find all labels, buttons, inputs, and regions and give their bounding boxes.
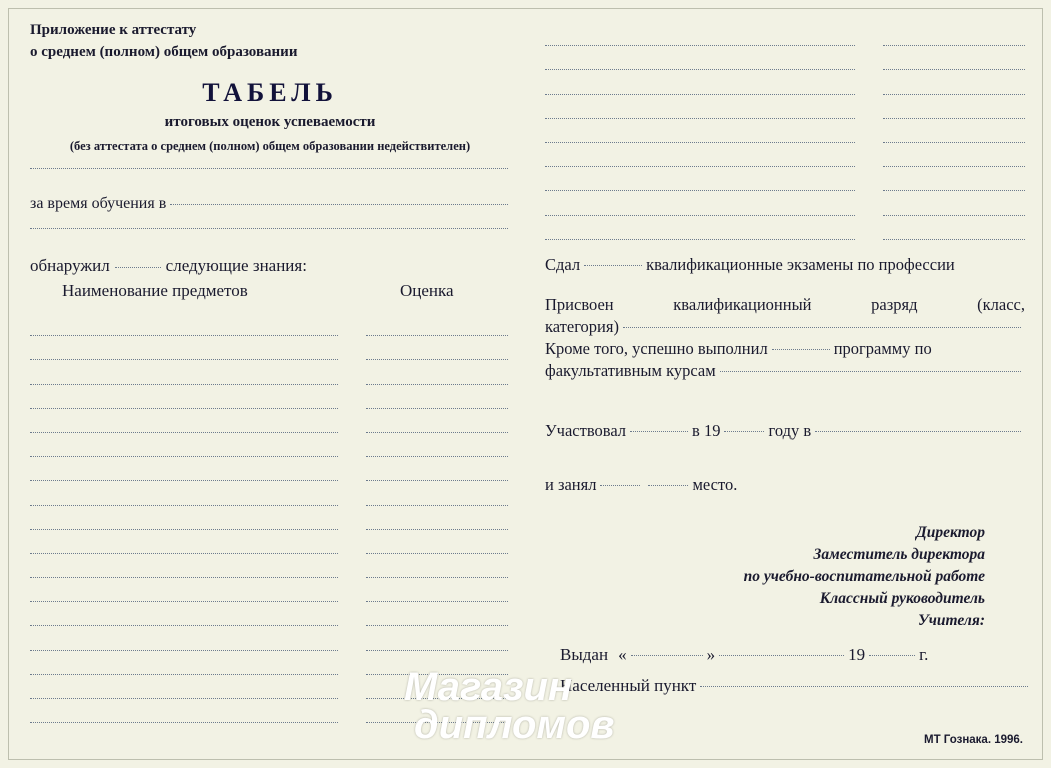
signature-teachers: Учителя: [918, 612, 985, 629]
issued-year-input[interactable] [869, 655, 915, 656]
found-label-tail: следующие знания: [165, 256, 307, 275]
table-row [30, 312, 508, 336]
grade-input[interactable] [366, 601, 508, 602]
passed-exams-line [545, 255, 1025, 275]
signature-deputy-director-role: по учебно-воспитательной работе [743, 568, 985, 585]
subject-input[interactable] [30, 359, 338, 360]
quote-close: » [706, 645, 716, 664]
grade-input[interactable] [883, 94, 1025, 95]
grade-input[interactable] [366, 650, 508, 651]
settlement-input[interactable] [700, 686, 1028, 687]
table-row [30, 336, 508, 360]
assigned-qualification-line-2 [545, 317, 1025, 337]
subject-input[interactable] [30, 722, 338, 723]
grade-input[interactable] [366, 698, 508, 699]
issue-date-line [560, 645, 1030, 665]
table-row [30, 602, 508, 626]
column-header-subjects: Наименование предметов [62, 281, 248, 300]
table-row [545, 119, 1025, 143]
assigned-category-label: категория) [545, 317, 619, 336]
subject-input[interactable] [545, 166, 855, 167]
issued-year-suffix: г. [919, 645, 929, 664]
subject-input[interactable] [30, 625, 338, 626]
grade-input[interactable] [366, 408, 508, 409]
table-row [30, 506, 508, 530]
blank-line[interactable] [30, 168, 508, 169]
participated-line [545, 421, 1025, 441]
subject-input[interactable] [30, 432, 338, 433]
grade-input[interactable] [366, 529, 508, 530]
header-line-2: о среднем (полном) общем образовании [30, 43, 298, 60]
grade-input[interactable] [366, 505, 508, 506]
grade-input[interactable] [883, 215, 1025, 216]
issued-label: Выдан [560, 645, 609, 664]
took-place-line [545, 475, 1025, 495]
table-row [30, 385, 508, 409]
right-page-statements [545, 255, 1025, 497]
during-study-input[interactable] [170, 204, 508, 205]
subject-input[interactable] [30, 698, 338, 699]
grade-input[interactable] [883, 239, 1025, 240]
grade-input[interactable] [366, 456, 508, 457]
grade-input[interactable] [366, 359, 508, 360]
signatures-block [545, 522, 1025, 632]
settlement-label: Населенный пункт [560, 676, 697, 695]
subject-input[interactable] [30, 529, 338, 530]
participated-ending-input[interactable] [630, 431, 688, 432]
table-row [30, 530, 508, 554]
subject-input[interactable] [30, 384, 338, 385]
header-line-1: Приложение к аттестату [30, 22, 197, 38]
subject-input[interactable] [30, 674, 338, 675]
issued-year-prefix: 19 [848, 645, 866, 664]
assigned-word-4: (класс, [977, 295, 1025, 314]
left-page-header [30, 20, 510, 154]
grade-input[interactable] [366, 625, 508, 626]
subject-input[interactable] [30, 553, 338, 554]
subject-input[interactable] [30, 480, 338, 481]
took-place-prefix: и занял [545, 475, 597, 494]
assigned-qualification-line-1 [545, 295, 1025, 315]
table-row [545, 191, 1025, 215]
signature-director: Директор [916, 524, 985, 541]
table-row [545, 216, 1025, 240]
participated-suffix: году в [768, 421, 812, 440]
grade-input[interactable] [883, 166, 1025, 167]
subject-input[interactable] [545, 118, 855, 119]
took-place-suffix: место. [692, 475, 738, 494]
subject-input[interactable] [545, 69, 855, 70]
table-row [30, 409, 508, 433]
table-row [545, 167, 1025, 191]
subject-input[interactable] [30, 601, 338, 602]
table-row [30, 433, 508, 457]
name-blank-lines [30, 168, 508, 187]
participated-mid: в 19 [692, 421, 721, 440]
assigned-word-1: Присвоен [545, 295, 614, 314]
assigned-word-3: разряд [871, 295, 918, 314]
subject-input[interactable] [545, 45, 855, 46]
subject-input[interactable] [30, 505, 338, 506]
issued-day-input[interactable] [631, 655, 703, 656]
besides-program-line [545, 339, 1025, 359]
table-row [30, 626, 508, 650]
grade-input[interactable] [366, 577, 508, 578]
blank-line[interactable] [30, 228, 508, 229]
table-row [30, 651, 508, 675]
assigned-category-input[interactable] [623, 327, 1021, 328]
table-row [30, 699, 508, 723]
passed-exams-input[interactable] [584, 265, 642, 266]
watermark-line-1: Магазин [404, 665, 573, 709]
table-row [545, 70, 1025, 94]
grade-input[interactable] [366, 480, 508, 481]
besides-suffix: программу по [833, 339, 932, 358]
subject-input[interactable] [545, 142, 855, 143]
subject-input[interactable] [30, 577, 338, 578]
grade-input[interactable] [883, 45, 1025, 46]
subject-input[interactable] [545, 215, 855, 216]
participated-event-input[interactable] [815, 431, 1021, 432]
grade-input[interactable] [366, 553, 508, 554]
grades-table-body [30, 312, 508, 723]
subject-input[interactable] [30, 408, 338, 409]
right-page-continuation-table [545, 22, 1025, 240]
subject-input[interactable] [545, 94, 855, 95]
assigned-word-2: квалификационный [673, 295, 812, 314]
watermark-line-2: дипломов [414, 703, 615, 747]
school-blank-lines [30, 228, 508, 229]
table-row [30, 554, 508, 578]
grade-input[interactable] [366, 674, 508, 675]
grade-input[interactable] [883, 190, 1025, 191]
table-row [30, 457, 508, 481]
passed-exams-suffix: квалификационные экзамены по профессии [646, 255, 955, 274]
table-row [30, 360, 508, 384]
table-row [30, 481, 508, 505]
elective-courses-line [545, 361, 1025, 381]
issued-month-input[interactable] [719, 655, 844, 656]
table-row [545, 95, 1025, 119]
table-row [545, 46, 1025, 70]
found-ending-input[interactable] [115, 267, 161, 268]
participated-prefix: Участвовал [545, 421, 627, 440]
signature-deputy-director: Заместитель директора [813, 546, 985, 563]
found-knowledge-line [30, 256, 508, 276]
during-study-label: за время обучения в [30, 195, 167, 212]
document-title: ТАБЕЛЬ [202, 77, 338, 107]
took-place-ending-input[interactable] [600, 485, 640, 486]
column-header-grade: Оценка [400, 281, 454, 300]
during-study-field [30, 195, 508, 213]
grade-input[interactable] [366, 432, 508, 433]
elective-input[interactable] [720, 371, 1021, 372]
table-row [545, 22, 1025, 46]
besides-input[interactable] [772, 349, 830, 350]
subject-input[interactable] [30, 456, 338, 457]
grade-input[interactable] [366, 335, 508, 336]
table-row [30, 675, 508, 699]
grade-input[interactable] [883, 69, 1025, 70]
besides-prefix: Кроме того, успешно выполнил [545, 339, 768, 358]
settlement-line [560, 676, 1028, 696]
subject-input[interactable] [545, 239, 855, 240]
validity-note: (без аттестата о среднем (полном) общем образовании недействителен) [69, 138, 471, 153]
subject-input[interactable] [30, 335, 338, 336]
quote-open: « [618, 645, 627, 664]
table-row [545, 143, 1025, 167]
subject-input[interactable] [545, 190, 855, 191]
subject-input[interactable] [30, 650, 338, 651]
elective-label: факультативным курсам [545, 361, 716, 380]
took-place-number-input[interactable] [648, 485, 688, 486]
document-subtitle: итоговых оценок успеваемости [164, 113, 376, 130]
found-label: обнаружил [30, 256, 110, 275]
printer-mark: МТ Гознака. 1996. [924, 734, 1023, 746]
grade-input[interactable] [366, 722, 508, 723]
signature-class-teacher: Классный руководитель [819, 590, 985, 607]
grade-input[interactable] [883, 118, 1025, 119]
grade-input[interactable] [366, 384, 508, 385]
participated-year-input[interactable] [724, 431, 764, 432]
passed-exams-prefix: Сдал [545, 255, 581, 274]
grade-input[interactable] [883, 142, 1025, 143]
table-row [30, 578, 508, 602]
